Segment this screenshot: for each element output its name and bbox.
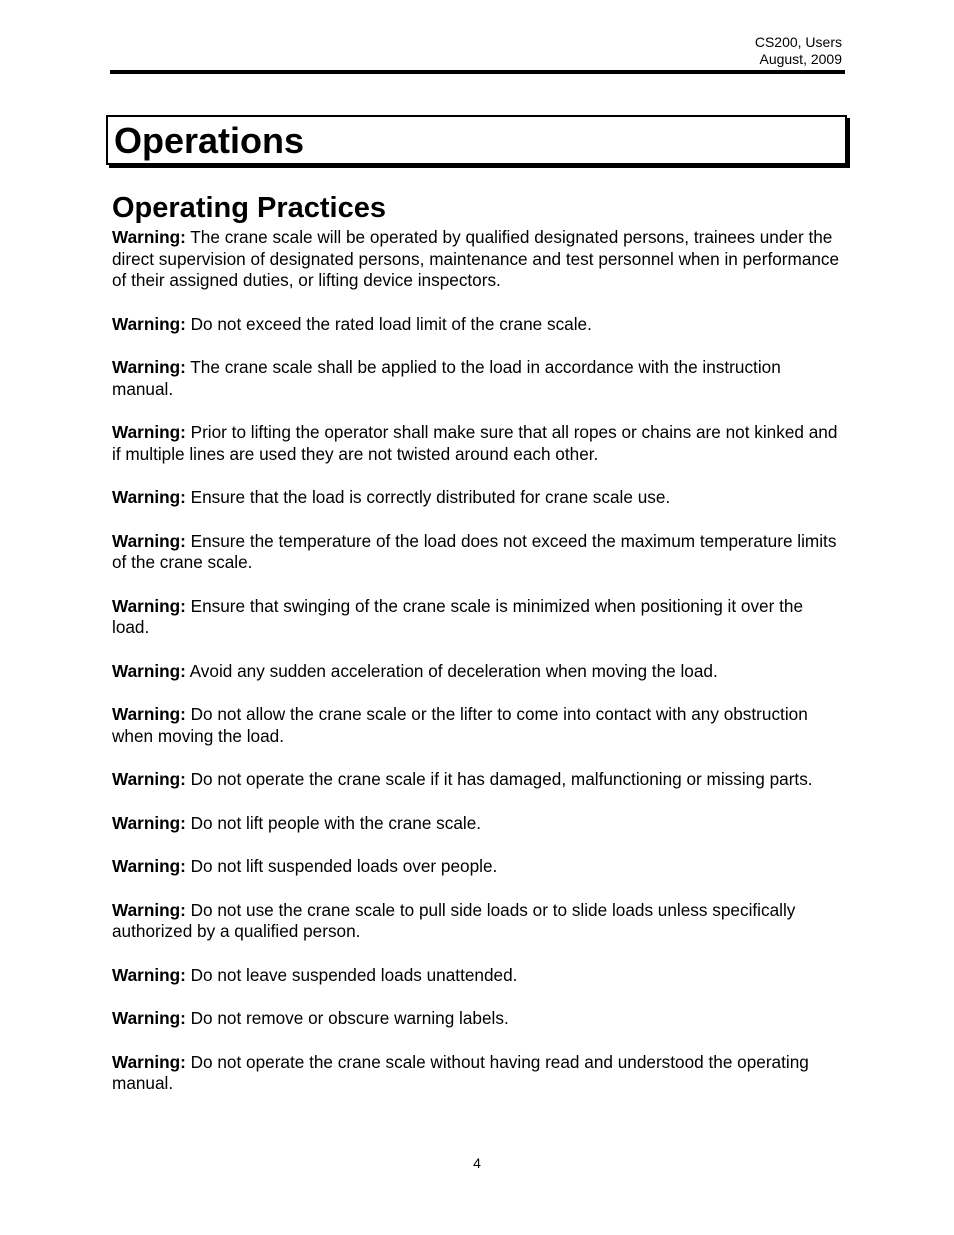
warning-item [112,769,842,791]
section-title: Operating Practices [112,192,386,224]
warning-label: Warning: [112,769,186,789]
warning-item [112,704,842,747]
warning-label: Warning: [112,227,186,247]
chapter-title: Operations [114,120,305,161]
warning-text: Do not remove or obscure warning labels. [190,1008,509,1028]
header-date: August, 2009 [759,51,842,67]
warning-label: Warning: [112,812,186,833]
warning-item [112,900,842,943]
warning-item [112,1008,842,1030]
warning-item [112,965,842,987]
warning-text: Do not lift people with the crane scale. [190,812,482,833]
warning-label: Warning: [112,856,186,876]
warning-item [112,227,842,292]
warning-item [112,856,842,878]
page-header [755,34,842,68]
warning-text: The crane scale shall be applied to the load in accordance with the instruction manual. [112,357,781,399]
warning-text: Avoid any sudden acceleration of deceleration when moving the load. [189,660,718,681]
warning-text: Ensure that swinging of the crane scale is minimized when positioning it over the load. [112,595,803,637]
warning-item [112,813,842,835]
warning-label: Warning: [112,595,186,616]
warning-item [112,357,842,400]
warning-item [112,314,842,336]
warning-text: Do not operate the crane scale if it has damaged, malfunctioning or missing parts. [190,769,813,789]
header-rule [110,70,845,74]
warning-text: Ensure that the load is correctly distributed for crane scale use. [190,487,671,507]
warning-item [112,661,842,683]
warning-text: Prior to lifting the operator shall make sure that all ropes or chains are not kinked and if multiple lines are used they are not twisted around each other. [112,422,838,464]
warning-text: Ensure the temperature of the load does not exceed the maximum temperature limits of the crane scale. [112,530,837,572]
warning-label: Warning: [112,1051,186,1072]
header-doc-id: CS200, Users [754,34,842,50]
warning-text: The crane scale will be operated by qualified designated persons, trainees under the direct supervision of designated persons, maintenance and test personnel when in performance of their assigned duties, or lifting device inspectors. [112,227,840,290]
warning-label: Warning: [112,422,186,442]
warning-item [112,1052,842,1095]
page-number: 4 [473,1155,481,1171]
warning-label: Warning: [112,530,186,551]
warning-label: Warning: [112,1008,186,1028]
warning-list [112,227,842,1095]
warning-label: Warning: [112,357,186,377]
warning-item [112,531,842,574]
warning-label: Warning: [112,899,186,920]
warning-text: Do not leave suspended loads unattended. [190,964,518,985]
main-content [112,190,842,1117]
warning-item [112,596,842,639]
warning-label: Warning: [112,704,186,724]
warning-label: Warning: [112,964,186,985]
warning-label: Warning: [112,487,186,507]
warning-text: Do not operate the crane scale without having read and understood the operating manual. [112,1051,809,1093]
warning-text: Do not exceed the rated load limit of the crane scale. [190,313,592,334]
warning-item [112,487,842,509]
warning-label: Warning: [112,660,186,681]
warning-text: Do not lift suspended loads over people. [190,856,498,876]
warning-label: Warning: [112,313,186,334]
chapter-title-box [106,115,847,165]
warning-text: Do not use the crane scale to pull side loads or to slide loads unless specifically authorized by a qualified person. [112,899,796,941]
warning-item [112,422,842,465]
warning-text: Do not allow the crane scale or the lifter to come into contact with any obstruction when moving the load. [112,704,808,746]
